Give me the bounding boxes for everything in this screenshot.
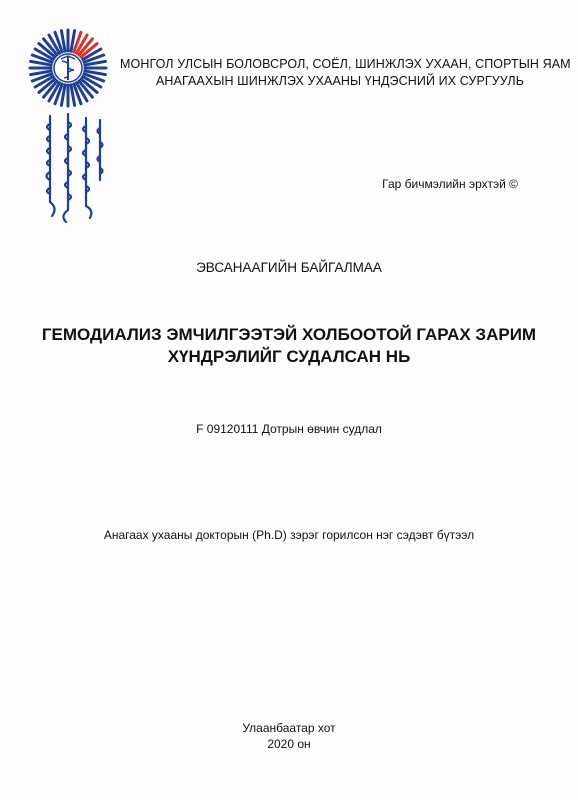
university-emblem-icon — [28, 28, 108, 108]
header-ministry-line: МОНГОЛ УЛСЫН БОЛОВСРОЛ, СОЁЛ, ШИНЖЛЭХ УХААН, СПОРТЫН ЯАМ — [120, 57, 571, 71]
dissertation-title — [0, 324, 578, 368]
copyright-notice: Гар бичмэлийн эрхтэй © — [382, 177, 518, 191]
degree-statement: Анагаах ухааны докторын (Ph.D) зэрэг горилсон нэг сэдэвт бүтээл — [103, 528, 475, 542]
mongolian-script-seal — [36, 110, 106, 230]
specialty-code: F 09120111 Дотрын өвчин судлал — [196, 422, 382, 436]
city: Улаанбаатар хот — [242, 721, 336, 735]
ministry-header — [120, 56, 571, 90]
title-line-1: ГЕМОДИАЛИЗ ЭМЧИЛГЭЭТЭЙ ХОЛБООТОЙ ГАРАХ ЗАРИМ — [41, 325, 537, 344]
title-line-2: ХҮНДРЭЛИЙГ СУДАЛСАН НЬ — [167, 347, 411, 366]
university-logo — [28, 28, 108, 228]
year: 2020 он — [267, 737, 311, 751]
header-university-line: АНАГААХЫН ШИНЖЛЭХ УХААНЫ ҮНДЭСНИЙ ИХ СУРГУУЛЬ — [155, 74, 525, 88]
place-and-year — [0, 720, 578, 752]
author-name: ЭВСАНААГИЙН БАЙГАЛМАА — [196, 260, 382, 275]
